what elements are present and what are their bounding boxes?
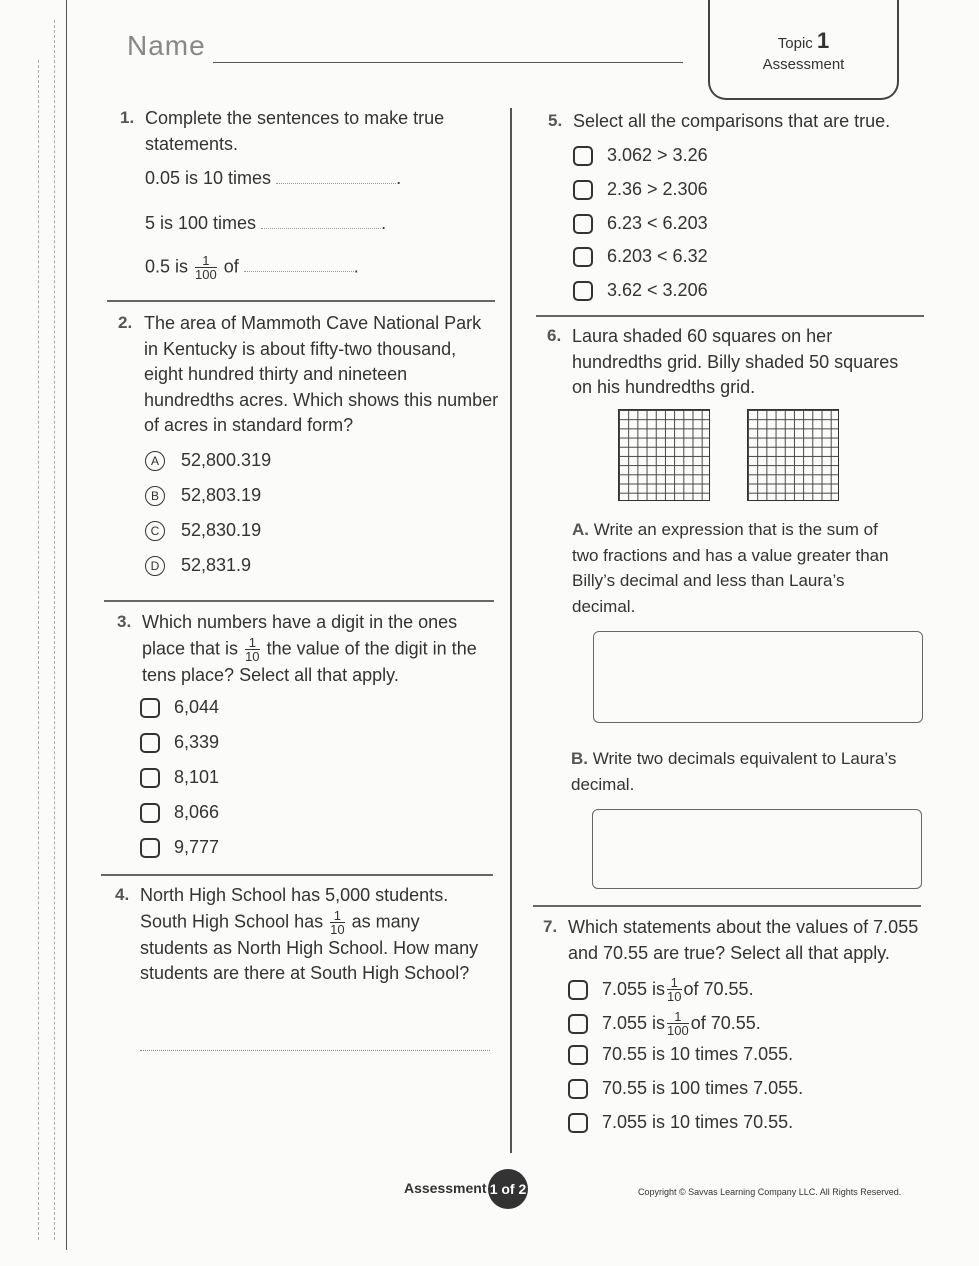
q6-number: 6. <box>547 326 562 345</box>
q1-frac-num: 1 <box>195 254 217 268</box>
q5-option-2-label: 2.36 > 2.306 <box>607 179 708 199</box>
option-letter-a: A <box>145 451 165 471</box>
q3-text-b: the value of the digit in the tens place? Select all that apply. <box>142 637 477 685</box>
topic-label: Topic <box>777 35 813 52</box>
q2-option-d[interactable] <box>145 555 251 576</box>
q5-number: 5. <box>548 111 563 130</box>
q2-option-c[interactable] <box>145 520 261 541</box>
q4-text-a: North High School has 5,000 students. South High School has <box>140 885 449 931</box>
checkbox[interactable] <box>140 698 160 718</box>
q6-part-b-label: B. <box>571 749 588 768</box>
q7-option-3-label: 70.55 is 10 times 7.055. <box>602 1044 794 1064</box>
q3-option-3-label: 8,101 <box>174 767 220 787</box>
checkbox[interactable] <box>140 733 160 753</box>
checkbox[interactable] <box>573 146 593 166</box>
divider-q1 <box>107 300 495 302</box>
binding-dashes-outer <box>38 60 39 1240</box>
option-letter-c: C <box>145 521 165 541</box>
q5-option-3[interactable] <box>573 213 708 234</box>
q7-opt1-fraction <box>667 976 681 1003</box>
q7-opt2-frac-num: 1 <box>667 1010 689 1024</box>
q7-prompt: Which statements about the values of 7.055 and 70.55 are true? Select all that apply. <box>568 917 919 963</box>
q3-frac-den: 10 <box>245 648 260 664</box>
divider-q3 <box>101 874 493 876</box>
topic-number: 1 <box>816 28 830 53</box>
q5-option-3-label: 6.23 < 6.203 <box>607 213 708 233</box>
q5-option-1[interactable] <box>573 145 708 166</box>
q4-fraction <box>330 909 344 936</box>
laura-hundredths-grid <box>618 409 710 501</box>
q7-opt1-frac-den: 10 <box>667 989 682 1004</box>
q1-blank1[interactable] <box>276 183 396 184</box>
checkbox[interactable] <box>573 247 593 267</box>
q1-text <box>145 106 485 157</box>
q4-number: 4. <box>115 885 130 904</box>
q6-part-a-label: A. <box>572 520 589 539</box>
q7-option-3[interactable] <box>568 1044 793 1065</box>
q1-line2: 5 is 100 times . <box>145 213 387 233</box>
q4-text-b: as many students as North High School. How many students are there at South High School? <box>140 910 479 983</box>
checkbox[interactable] <box>140 803 160 823</box>
q7-option-4-label: 70.55 is 100 times 7.055. <box>602 1078 804 1098</box>
q7-option-1-post: of 70.55. <box>683 979 754 999</box>
divider-q6 <box>533 905 921 907</box>
q5-option-5-label: 3.62 < 3.206 <box>607 280 708 300</box>
q6-part-a <box>572 517 902 619</box>
q7-option-5-label: 7.055 is 10 times 70.55. <box>602 1112 794 1132</box>
q1-frac-den: 100 <box>195 267 217 282</box>
q1-line2-text: 5 is 100 times <box>145 213 257 233</box>
q3-frac-num: 1 <box>245 636 259 650</box>
assessment-label: Assessment <box>762 56 845 73</box>
q6-part-a-answer-box[interactable] <box>593 631 923 723</box>
q6-prompt: Laura shaded 60 squares on her hundredths grid. Billy shaded 50 squares on his hundredths grid. <box>572 326 899 397</box>
q2-option-c-value: 52,830.19 <box>181 520 262 540</box>
checkbox[interactable] <box>568 1079 588 1099</box>
copyright: Copyright © Savvas Learning Company LLC. All Rights Reserved. <box>638 1187 902 1197</box>
q7-opt1-frac-num: 1 <box>667 976 681 990</box>
q2-option-b[interactable] <box>145 485 261 506</box>
q1-fraction <box>195 254 217 281</box>
option-letter-d: D <box>145 556 165 576</box>
checkbox[interactable] <box>568 980 588 1000</box>
q1-blank3[interactable] <box>244 271 354 272</box>
q2-number: 2. <box>118 313 133 332</box>
q5-option-4[interactable] <box>573 246 708 267</box>
page-number-badge: 1 of 2 <box>488 1169 528 1209</box>
q1-blank2[interactable] <box>261 228 381 229</box>
q5-option-5[interactable] <box>573 280 708 301</box>
q3-option-2-label: 6,339 <box>174 732 220 752</box>
q6-part-b <box>571 746 901 797</box>
q6-part-b-answer-box[interactable] <box>592 809 922 889</box>
q4-text <box>140 883 485 987</box>
q3-text <box>142 610 492 688</box>
q3-option-5[interactable] <box>140 837 219 858</box>
checkbox[interactable] <box>568 1113 588 1133</box>
q1-line1: 0.05 is 10 times . <box>145 168 402 188</box>
q1-line1-text: 0.05 is 10 times <box>145 168 272 188</box>
q3-option-4-label: 8,066 <box>174 802 220 822</box>
option-letter-b: B <box>145 486 165 506</box>
q2-text <box>144 311 499 439</box>
name-label: Name <box>127 30 206 61</box>
q7-option-5[interactable] <box>568 1112 793 1133</box>
binding-dashes <box>54 20 55 1240</box>
q3-option-1-label: 6,044 <box>174 697 220 717</box>
footer-assessment-label: Assessment <box>404 1180 487 1196</box>
q3-number: 3. <box>117 612 132 631</box>
q3-option-3[interactable] <box>140 767 219 788</box>
q3-option-1[interactable] <box>140 697 219 718</box>
billy-hundredths-grid <box>747 409 839 501</box>
checkbox[interactable] <box>568 1045 588 1065</box>
q6-part-a-text: Write an expression that is the sum of two fractions and has a value greater than Billy’s decimal and less than Laura’s decimal. <box>572 520 889 616</box>
left-margin-line <box>66 0 67 1250</box>
q7-option-2-post: of 70.55. <box>690 1013 761 1033</box>
q7-option-4[interactable] <box>568 1078 803 1099</box>
checkbox[interactable] <box>573 214 593 234</box>
divider-q5 <box>536 315 924 317</box>
q4-frac-num: 1 <box>330 909 344 923</box>
q1-line3-pre: 0.5 is <box>145 256 189 277</box>
checkbox[interactable] <box>573 180 593 200</box>
q7-option-2[interactable] <box>568 1010 761 1037</box>
divider-q2 <box>104 600 494 602</box>
q7-option-2-pre: 7.055 is <box>602 1013 666 1033</box>
q6-part-b-text: Write two decimals equivalent to Laura’s decimal. <box>571 749 897 794</box>
q3-text-a: Which numbers have a digit in the ones place that is <box>142 612 458 658</box>
q5-option-2[interactable] <box>573 179 708 200</box>
q3-option-2[interactable] <box>140 732 219 753</box>
q4-answer-line[interactable] <box>140 1050 490 1051</box>
checkbox[interactable] <box>573 281 593 301</box>
q7-option-1[interactable] <box>568 976 754 1003</box>
q2-option-a[interactable] <box>145 450 271 471</box>
q2-option-b-value: 52,803.19 <box>181 485 262 505</box>
q6-text <box>572 324 922 401</box>
q2-option-a-value: 52,800.319 <box>181 450 272 470</box>
q1-line3-post: of <box>223 256 239 277</box>
q5-text <box>573 109 918 135</box>
q3-option-5-label: 9,777 <box>174 837 220 857</box>
q4-frac-den: 10 <box>330 921 345 937</box>
q5-prompt: Select all the comparisons that are true. <box>573 111 891 131</box>
q2-option-d-value: 52,831.9 <box>181 555 252 575</box>
q3-fraction <box>245 636 259 663</box>
checkbox[interactable] <box>140 768 160 788</box>
q1-line3: 0.5 is $\frac{1}{100}$ of . <box>145 253 359 282</box>
q1-number: 1. <box>120 108 135 127</box>
q7-opt2-fraction <box>667 1010 689 1037</box>
q3-option-4[interactable] <box>140 802 219 823</box>
q7-option-1-pre: 7.055 is <box>602 979 666 999</box>
q2-prompt: The area of Mammoth Cave National Park in Kentucky is about fifty-two thousand, eight hundred thirty and nineteen hundredths acres. Which shows this number of acres in standard form? <box>144 313 499 435</box>
topic-box <box>708 0 899 100</box>
q1-prompt: Complete the sentences to make true statements. <box>145 108 445 154</box>
column-divider <box>510 108 512 1153</box>
q5-option-4-label: 6.203 < 6.32 <box>607 246 708 266</box>
q5-option-1-label: 3.062 > 3.26 <box>607 145 708 165</box>
checkbox[interactable] <box>140 838 160 858</box>
q7-opt2-frac-den: 100 <box>667 1023 689 1038</box>
name-field[interactable] <box>213 62 683 63</box>
q7-number: 7. <box>543 917 558 936</box>
q7-text <box>568 915 924 966</box>
checkbox[interactable] <box>568 1014 588 1034</box>
